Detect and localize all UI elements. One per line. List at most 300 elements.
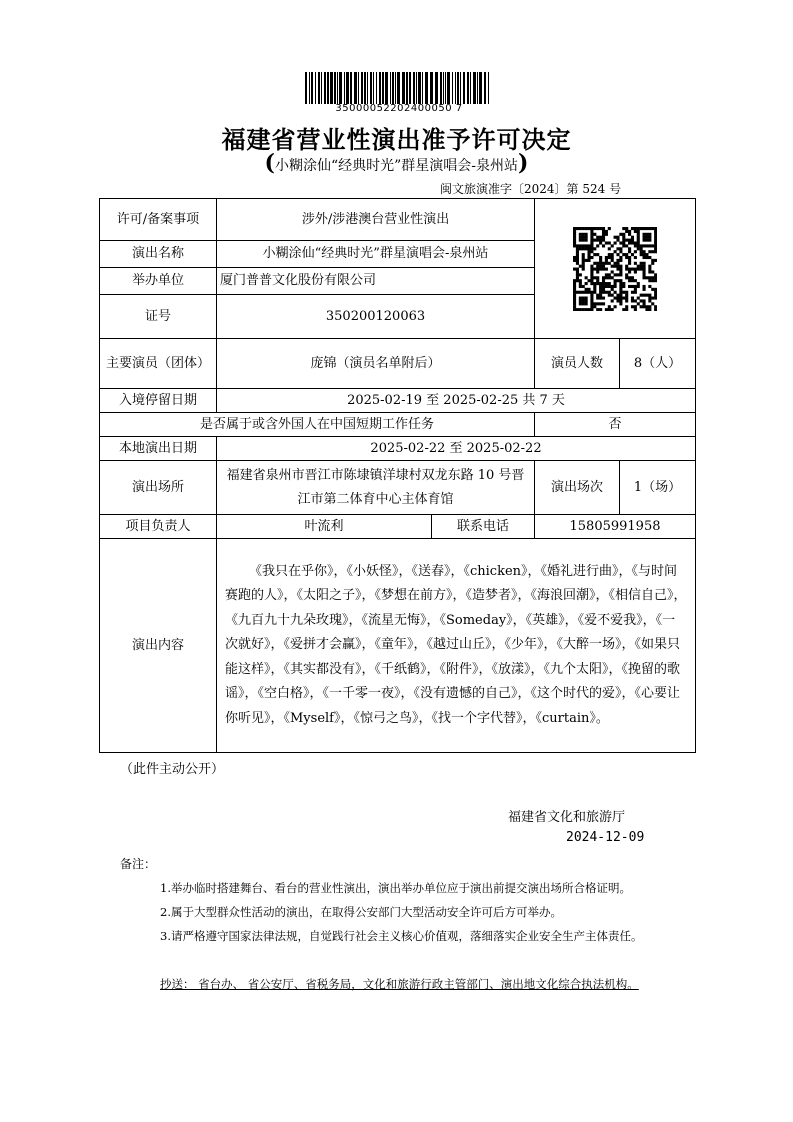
qr-module — [585, 238, 588, 241]
qr-module — [619, 247, 622, 250]
qr-module — [576, 308, 579, 311]
qr-module — [614, 235, 617, 238]
qr-module — [628, 255, 631, 258]
qr-module — [625, 290, 628, 293]
qr-module — [628, 261, 631, 264]
barcode-bar — [318, 72, 320, 104]
qr-module — [599, 235, 602, 238]
qr-module — [625, 264, 628, 267]
qr-module — [628, 258, 631, 261]
qr-module — [585, 299, 588, 302]
qr-module — [628, 241, 631, 244]
qr-module — [628, 247, 631, 250]
qr-module — [634, 255, 637, 258]
qr-module — [611, 293, 614, 296]
qr-module — [628, 270, 631, 273]
qr-module — [611, 270, 614, 273]
qr-module — [622, 253, 625, 256]
qr-module — [631, 284, 634, 287]
qr-module — [640, 261, 643, 264]
qr-module — [634, 227, 637, 230]
qr-module — [640, 305, 643, 308]
qr-module — [645, 305, 648, 308]
barcode-bar — [305, 72, 307, 104]
qr-module — [590, 273, 593, 276]
qr-module — [576, 267, 579, 270]
qr-module — [590, 267, 593, 270]
qr-module — [585, 287, 588, 290]
sessions-label: 演出场次 — [535, 461, 620, 515]
qr-module — [640, 267, 643, 270]
qr-module — [587, 255, 590, 258]
qr-module — [602, 261, 605, 264]
barcode-bar — [477, 72, 478, 104]
qr-module — [628, 229, 631, 232]
qr-module — [625, 276, 628, 279]
qr-module — [585, 227, 588, 230]
qr-module — [645, 232, 648, 235]
qr-module — [587, 250, 590, 253]
qr-module — [605, 232, 608, 235]
qr-module — [631, 253, 634, 256]
qr-module — [654, 241, 657, 244]
qr-module — [645, 253, 648, 256]
barcode-bar — [452, 72, 453, 104]
phone-label: 联系电话 — [432, 515, 535, 539]
qr-module — [654, 273, 657, 276]
qr-module — [602, 238, 605, 241]
barcode-bar — [330, 72, 333, 104]
qr-module — [643, 276, 646, 279]
qr-module — [582, 235, 585, 238]
qr-module — [576, 276, 579, 279]
qr-module — [651, 287, 654, 290]
qr-module — [651, 261, 654, 264]
qr-module — [605, 284, 608, 287]
qr-module — [654, 247, 657, 250]
qr-module — [654, 238, 657, 241]
qr-module — [605, 258, 608, 261]
qr-module — [640, 247, 643, 250]
qr-module — [585, 235, 588, 238]
qr-module — [599, 227, 602, 230]
qr-module — [640, 264, 643, 267]
qr-module — [637, 282, 640, 285]
qr-module — [614, 290, 617, 293]
qr-module — [625, 255, 628, 258]
qr-module — [651, 250, 654, 253]
qr-module — [611, 287, 614, 290]
barcode-bar — [334, 72, 336, 104]
qr-module — [582, 267, 585, 270]
qr-module — [637, 296, 640, 299]
qr-module — [585, 276, 588, 279]
qr-module — [582, 302, 585, 305]
qr-module — [576, 247, 579, 250]
qr-module — [619, 282, 622, 285]
qr-module — [645, 227, 648, 230]
qr-module — [596, 270, 599, 273]
qr-module — [579, 282, 582, 285]
qr-module — [616, 279, 619, 282]
qr-module — [619, 273, 622, 276]
qr-module — [634, 229, 637, 232]
qr-module — [640, 250, 643, 253]
qr-module — [622, 244, 625, 247]
qr-module — [628, 232, 631, 235]
qr-module — [599, 282, 602, 285]
qr-module — [648, 267, 651, 270]
qr-module — [582, 227, 585, 230]
manager-label: 项目负责人 — [100, 515, 217, 539]
qr-module — [651, 276, 654, 279]
qr-module — [579, 264, 582, 267]
qr-module — [622, 282, 625, 285]
qr-module — [585, 282, 588, 285]
qr-module — [590, 241, 593, 244]
qr-module — [634, 270, 637, 273]
qr-module — [573, 279, 576, 282]
barcode-bar — [435, 72, 438, 104]
qr-module — [634, 267, 637, 270]
qr-module — [596, 267, 599, 270]
qr-module — [634, 305, 637, 308]
qr-module — [573, 287, 576, 290]
cert-label: 证号 — [100, 295, 217, 339]
qr-module — [611, 284, 614, 287]
qr-module — [590, 227, 593, 230]
qr-module — [602, 282, 605, 285]
qr-module — [573, 293, 576, 296]
barcode-bar — [425, 72, 428, 104]
qr-module — [654, 296, 657, 299]
qr-module — [622, 238, 625, 241]
qr-module — [634, 261, 637, 264]
qr-module — [625, 229, 628, 232]
qr-module — [576, 250, 579, 253]
qr-module — [579, 302, 582, 305]
barcode-bar — [422, 72, 423, 104]
qr-module — [614, 250, 617, 253]
qr-module — [640, 227, 643, 230]
qr-module — [593, 276, 596, 279]
qr-module — [634, 308, 637, 311]
qr-module — [651, 227, 654, 230]
qr-module — [590, 279, 593, 282]
qr-module — [590, 232, 593, 235]
qr-module — [608, 273, 611, 276]
qr-module — [573, 302, 576, 305]
qr-module — [573, 299, 576, 302]
qr-module — [599, 255, 602, 258]
qr-module — [579, 227, 582, 230]
qr-module — [616, 299, 619, 302]
barcode-bar — [443, 72, 444, 104]
qr-module — [582, 244, 585, 247]
qr-module — [625, 308, 628, 311]
qr-module — [605, 261, 608, 264]
qr-module — [634, 290, 637, 293]
barcode-bar — [364, 72, 366, 104]
qr-module — [602, 267, 605, 270]
qr-module — [631, 235, 634, 238]
qr-module — [637, 267, 640, 270]
qr-module — [573, 255, 576, 258]
qr-module — [590, 276, 593, 279]
barcode-bar — [385, 72, 388, 104]
qr-module — [625, 227, 628, 230]
qr-module — [619, 290, 622, 293]
qr-module — [625, 296, 628, 299]
qr-module — [582, 308, 585, 311]
qr-module — [605, 273, 608, 276]
qr-module — [590, 308, 593, 311]
qr-module — [628, 279, 631, 282]
qr-module — [587, 247, 590, 250]
qr-module — [643, 299, 646, 302]
qr-module — [585, 258, 588, 261]
qr-module — [590, 293, 593, 296]
qr-module — [608, 284, 611, 287]
qr-module — [599, 284, 602, 287]
barcode-bar — [315, 72, 316, 104]
qr-module — [602, 276, 605, 279]
qr-module — [619, 279, 622, 282]
qr-module — [648, 264, 651, 267]
qr-module — [599, 290, 602, 293]
qr-module — [602, 232, 605, 235]
qr-module — [582, 284, 585, 287]
qr-module — [611, 244, 614, 247]
qr-module — [643, 287, 646, 290]
qr-module — [640, 293, 643, 296]
qr-module — [590, 247, 593, 250]
qr-module — [634, 284, 637, 287]
qr-module — [608, 293, 611, 296]
qr-module — [643, 305, 646, 308]
qr-module — [579, 284, 582, 287]
qr-module — [573, 290, 576, 293]
issuer: 福建省文化和旅游厅 — [508, 810, 626, 825]
qr-module — [590, 264, 593, 267]
qr-module — [590, 305, 593, 308]
qr-module — [648, 238, 651, 241]
qr-module — [602, 284, 605, 287]
qr-module — [619, 258, 622, 261]
qr-module — [631, 238, 634, 241]
qr-module — [587, 253, 590, 256]
qr-module — [619, 284, 622, 287]
barcode-bar — [406, 72, 408, 104]
barcode-bar — [484, 72, 486, 104]
barcode-bar — [311, 72, 313, 104]
qr-module — [576, 279, 579, 282]
qr-module — [582, 247, 585, 250]
qr-module — [645, 293, 648, 296]
qr-module — [611, 276, 614, 279]
qr-module — [637, 244, 640, 247]
qr-module — [645, 235, 648, 238]
qr-module — [608, 308, 611, 311]
barcode-bar — [397, 72, 400, 104]
barcode-bar — [416, 72, 417, 104]
qr-module — [637, 284, 640, 287]
qr-module — [605, 267, 608, 270]
barcode-bar — [309, 72, 310, 104]
content-label: 演出内容 — [100, 539, 217, 753]
qr-module — [593, 227, 596, 230]
qr-module — [590, 296, 593, 299]
qr-module — [616, 235, 619, 238]
barcode-bar — [440, 72, 442, 104]
qr-module — [596, 244, 599, 247]
qr-module — [648, 279, 651, 282]
qr-module — [590, 250, 593, 253]
qr-module — [622, 290, 625, 293]
qr-module — [628, 284, 631, 287]
barcode-bar — [390, 72, 391, 104]
qr-module — [576, 290, 579, 293]
qr-module — [611, 255, 614, 258]
qr-module — [654, 232, 657, 235]
qr-module — [640, 299, 643, 302]
qr-module — [599, 296, 602, 299]
qr-module — [582, 264, 585, 267]
qr-module — [637, 302, 640, 305]
qr-module — [596, 293, 599, 296]
qr-module — [619, 241, 622, 244]
qr-module — [634, 299, 637, 302]
qr-module — [582, 238, 585, 241]
performer-count-label: 演员人数 — [535, 339, 620, 389]
qr-module — [631, 241, 634, 244]
qr-module — [611, 258, 614, 261]
qr-module — [631, 276, 634, 279]
qr-module — [573, 229, 576, 232]
foreign-work-value: 否 — [535, 413, 696, 437]
barcode-bar — [392, 72, 394, 104]
qr-module — [651, 279, 654, 282]
qr-module — [643, 253, 646, 256]
qr-module — [585, 302, 588, 305]
qr-module — [634, 287, 637, 290]
qr-module — [648, 305, 651, 308]
qr-module — [596, 302, 599, 305]
barcode-bar — [373, 72, 374, 104]
barcode-bar — [376, 72, 377, 104]
qr-module — [593, 267, 596, 270]
qr-module — [593, 238, 596, 241]
qr-module — [596, 296, 599, 299]
qr-module — [602, 302, 605, 305]
qr-module — [587, 287, 590, 290]
qr-module — [643, 232, 646, 235]
qr-module — [634, 279, 637, 282]
subtitle-text: 小糊涂仙“经典时光”群星演唱会-泉州站 — [274, 158, 519, 174]
qr-module — [599, 302, 602, 305]
barcode-bar — [470, 72, 471, 104]
qr-module — [619, 287, 622, 290]
barcode-bar — [321, 72, 322, 104]
qr-module — [590, 255, 593, 258]
qr-module — [605, 276, 608, 279]
qr-module — [619, 232, 622, 235]
qr-module — [637, 229, 640, 232]
qr-module — [602, 264, 605, 267]
barcode-bar — [463, 72, 465, 104]
qr-module — [648, 276, 651, 279]
qr-module — [576, 253, 579, 256]
qr-module — [602, 227, 605, 230]
qr-module — [625, 273, 628, 276]
qr-module — [654, 258, 657, 261]
phone-value: 15805991958 — [535, 515, 696, 539]
qr-module — [651, 302, 654, 305]
notes-label: 备注： — [120, 857, 157, 871]
qr-module — [643, 244, 646, 247]
barcode-bar — [367, 72, 368, 104]
barcode-bar — [324, 72, 326, 104]
qr-module — [602, 287, 605, 290]
qr-module — [585, 308, 588, 311]
qr-module — [648, 296, 651, 299]
qr-module — [608, 290, 611, 293]
qr-module — [573, 284, 576, 287]
qr-module — [643, 302, 646, 305]
qr-code-cell — [535, 199, 696, 339]
content-text: 《我只在乎你》，《小妖怪》，《送春》，《chicken》，《婚礼进行曲》，《与时间赛跑的人》，《太阳之子》，《梦想在前方》，《造梦者》，《海浪回潮》，《相信自己》，《九百九十九朵玫瑰》，《流星无悔》，《Someday》，《英雄》，《爱不爱我》，《一次就好》，《爱拼才会赢》，《童年》，《越过山丘》，《少年》，《大醉一场》，《如果只能这样》，《其实都没有》，《千纸鹤》，《附件》，《放漾》，《九个太阳》，《挽留的歌谣》，《空白格》，《一千零一夜》，《没有遗憾的自己》，《这个时代的爱》，《心要让你听见》，《Myself》，《惊弓之鸟》，《找一个字代替》，《curtain》。 — [225, 563, 687, 726]
cc-list: 抄送： 省台办、 省公安厅、省税务局，文化和旅游行政主管部门、演出地文化综合执法机构。 — [160, 977, 639, 991]
qr-module — [596, 282, 599, 285]
qr-module — [585, 290, 588, 293]
qr-module — [616, 247, 619, 250]
public-note: （此件主动公开） — [120, 762, 225, 777]
qr-module — [645, 308, 648, 311]
qr-module — [625, 238, 628, 241]
license-type-value: 涉外/涉港澳台营业性演出 — [217, 199, 535, 241]
qr-module — [593, 247, 596, 250]
document-number: 闽文旅演准字〔2024〕第 524 号 — [440, 182, 622, 196]
content-value — [217, 539, 696, 753]
qr-module — [654, 293, 657, 296]
qr-module — [616, 264, 619, 267]
qr-module — [579, 232, 582, 235]
performers-value: 庞锦（演员名单附后） — [217, 339, 535, 389]
qr-module — [637, 247, 640, 250]
qr-module — [648, 293, 651, 296]
qr-module — [622, 241, 625, 244]
qr-module — [573, 235, 576, 238]
qr-code — [573, 227, 657, 311]
qr-module — [637, 227, 640, 230]
qr-module — [648, 250, 651, 253]
qr-module — [622, 227, 625, 230]
qr-module — [602, 229, 605, 232]
qr-module — [579, 296, 582, 299]
qr-module — [622, 284, 625, 287]
qr-module — [619, 267, 622, 270]
qr-module — [593, 261, 596, 264]
qr-module — [593, 287, 596, 290]
qr-module — [605, 229, 608, 232]
qr-module — [599, 308, 602, 311]
qr-module — [634, 250, 637, 253]
barcode-bar — [413, 72, 415, 104]
qr-module — [596, 238, 599, 241]
qr-module — [651, 258, 654, 261]
qr-module — [616, 296, 619, 299]
qr-module — [608, 241, 611, 244]
